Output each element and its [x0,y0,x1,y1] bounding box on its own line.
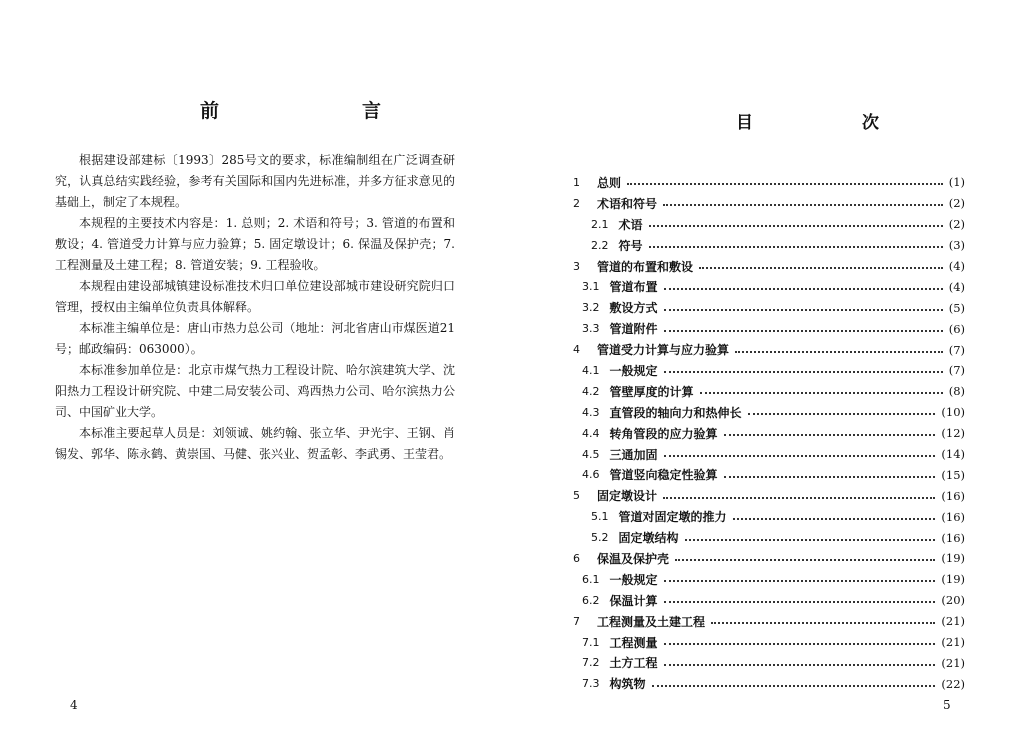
toc-entry[interactable] [573,360,965,381]
toc-entry-title: 转角管段的应力验算 [609,426,718,441]
toc-dot-leader [664,643,936,645]
toc-entry[interactable] [573,464,965,485]
toc-dot-leader [735,351,943,353]
toc-entry-page: (20) [941,593,965,608]
toc-dot-leader [664,288,943,290]
preface-title: 前 言 [200,100,444,122]
toc-dot-leader [724,434,936,436]
toc-dot-leader [748,413,936,415]
toc-entry-number: 5 [573,489,580,503]
toc-entry-page: (7) [948,363,965,378]
toc-dot-leader [700,392,943,394]
toc-entry[interactable] [573,527,965,548]
toc-entry[interactable] [573,506,965,527]
preface-paragraph: 本规程的主要技术内容是：1. 总则；2. 术语和符号；3. 管道的布置和敷设；4. 管道受力计算与应力验算；5. 固定墩设计；6. 保温及保护壳；7. 工程测量及土建工程；8. 管道安装；9. 工程验收。 [55,216,455,272]
toc-entry[interactable] [573,381,965,402]
toc-entry-number: 3 [573,259,580,273]
toc-entry-title: 固定墩设计 [597,489,658,504]
toc-entry[interactable] [573,318,965,339]
toc-entry-number: 6 [573,551,580,565]
toc-dot-leader [664,580,936,582]
toc-entry[interactable] [573,256,965,277]
toc-entry[interactable] [573,339,965,360]
toc-entry-number: 5.1 [591,510,609,524]
toc-entry[interactable] [573,276,965,297]
preface-paragraph: 本标准参加单位是：北京市煤气热力工程设计院、哈尔滨建筑大学、沈阳热力工程设计研究院、中建二局安装公司、鸡西热力公司、哈尔滨热力公司、中国矿业大学。 [55,363,455,419]
toc-entry-title: 土方工程 [609,656,658,671]
toc-dot-leader [664,455,936,457]
toc-entry-number: 2 [573,196,580,210]
toc-entry-page: (4) [948,279,965,294]
toc-entry-number: 6.1 [582,572,600,586]
toc-entry-title: 管道布置 [609,280,658,295]
toc-entry-page: (2) [948,196,965,211]
toc-entry-page: (21) [941,655,965,670]
toc-entry-title: 一般规定 [609,363,658,378]
toc-entry-number: 6.2 [582,593,600,607]
toc-dot-leader [675,559,935,561]
toc-entry-page: (10) [941,405,965,420]
preface-paragraph: 根据建设部建标〔1993〕285号文的要求，标准编制组在广泛调查研究，认真总结实践经验，参考有关国际和国内先进标准，并多方征求意见的基础上，制定了本规程。 [55,153,455,209]
toc-entry-number: 3.1 [582,280,600,294]
toc-entry[interactable] [573,172,965,193]
toc-dot-leader [652,685,936,687]
toc-entry-title: 管道附件 [609,322,658,337]
toc-entry-page: (7) [948,342,965,357]
toc-entry[interactable] [573,569,965,590]
toc-dot-leader [664,371,943,373]
toc-entry[interactable] [573,423,965,444]
toc-dot-leader [733,518,936,520]
toc-entry-page: (14) [941,447,965,462]
toc-dot-leader [663,497,935,499]
right-page [509,0,1018,748]
toc-entry[interactable] [573,611,965,632]
toc-title: 目 次 [736,113,925,133]
toc-dot-leader [649,246,943,248]
toc-entry-number: 4 [573,343,580,357]
toc-entry[interactable] [573,444,965,465]
toc-entry-number: 4.3 [582,405,600,419]
toc-entry[interactable] [573,485,965,506]
toc-entry-page: (12) [941,426,965,441]
toc-entry-page: (16) [941,530,965,545]
toc-dot-leader [664,330,943,332]
toc-dot-leader [685,539,936,541]
toc-entry-number: 7.1 [582,635,600,649]
toc-entry-page: (21) [941,614,965,629]
toc-entry[interactable] [573,673,965,694]
toc-entry-title: 管道的布置和敷设 [597,259,694,274]
toc-entry[interactable] [573,402,965,423]
toc-entry-page: (3) [948,238,965,253]
page-number-right: 5 [943,698,951,712]
toc-entry-number: 3.2 [582,301,600,315]
toc-entry-number: 2.2 [591,238,609,252]
toc-entry-page: (22) [941,676,965,691]
toc-entry-title: 直管段的轴向力和热伸长 [609,405,742,420]
preface-body [55,150,455,465]
toc-entry-title: 一般规定 [609,572,658,587]
toc-entry-number: 2.1 [591,217,609,231]
toc-dot-leader [711,622,935,624]
toc-entry[interactable] [573,632,965,653]
toc-entry-title: 总则 [597,175,622,190]
toc-entry-title: 构筑物 [609,677,646,692]
toc-entry-page: (6) [948,321,965,336]
toc-entry-page: (16) [941,509,965,524]
toc-entry-page: (5) [948,300,965,315]
toc-entry[interactable] [573,235,965,256]
toc-entry-number: 7.3 [582,677,600,691]
toc-dot-leader [663,204,943,206]
toc-entry-title: 符号 [618,238,643,253]
toc-entry-number: 4.2 [582,384,600,398]
toc-entry-title: 术语 [618,217,643,232]
toc-entry-number: 7.2 [582,656,600,670]
toc-entry[interactable] [573,297,965,318]
toc-entry-page: (16) [941,488,965,503]
toc-dot-leader [664,601,936,603]
toc-entry-title: 敷设方式 [609,301,658,316]
toc-entry-number: 3.3 [582,322,600,336]
toc-entry-number: 4.4 [582,426,600,440]
toc-dot-leader [649,225,943,227]
preface-paragraph: 本标准主编单位是：唐山市热力总公司（地址：河北省唐山市煤医道21号；邮政编码：063000）。 [55,321,455,356]
toc-entry-title: 管道受力计算与应力验算 [597,343,730,358]
toc-entry-title: 工程测量及土建工程 [597,614,706,629]
toc-list [573,172,965,694]
toc-entry-title: 保温及保护壳 [597,551,670,566]
toc-entry-page: (15) [941,467,965,482]
toc-entry-page: (21) [941,635,965,650]
toc-dot-leader [699,267,943,269]
preface-paragraph: 本标准主要起草人员是：刘领诚、姚约翰、张立华、尹光宇、王钢、肖锡发、郭华、陈永鹤、黄崇国、马健、张兴业、贺孟彰、李武勇、王莹君。 [55,426,455,461]
toc-entry-page: (1) [948,175,965,190]
page-number-left: 4 [70,698,78,712]
toc-entry-number: 5.2 [591,531,609,545]
toc-entry[interactable] [573,652,965,673]
toc-entry-title: 三通加固 [609,447,658,462]
toc-entry-title: 管道竖向稳定性验算 [609,468,718,483]
toc-entry-page: (4) [948,259,965,273]
toc-entry-number: 4.1 [582,363,600,377]
toc-entry-number: 7 [573,614,580,628]
toc-dot-leader [724,476,936,478]
toc-entry-number: 1 [573,175,580,189]
preface-paragraph: 本规程由建设部城镇建设标准技术归口单位建设部城市建设研究院归口管理，授权由主编单位负责具体解释。 [55,279,455,314]
toc-entry-page: (8) [948,384,965,399]
toc-entry-page: (19) [941,572,965,587]
toc-entry-title: 管壁厚度的计算 [609,384,694,399]
toc-entry-page: (19) [941,551,965,566]
toc-entry-title: 工程测量 [609,635,658,650]
toc-entry-number: 4.6 [582,468,600,482]
toc-entry[interactable] [573,590,965,611]
toc-dot-leader [664,309,943,311]
toc-entry-page: (2) [948,217,965,232]
toc-dot-leader [664,664,936,666]
toc-entry[interactable] [573,193,965,214]
toc-entry-title: 管道对固定墩的推力 [618,510,727,525]
toc-entry-title: 保温计算 [609,593,658,608]
toc-dot-leader [627,183,943,185]
toc-entry-title: 术语和符号 [597,196,658,211]
toc-entry-number: 4.5 [582,447,600,461]
toc-entry-title: 固定墩结构 [618,531,679,546]
toc-entry[interactable] [573,548,965,569]
toc-entry[interactable] [573,214,965,235]
